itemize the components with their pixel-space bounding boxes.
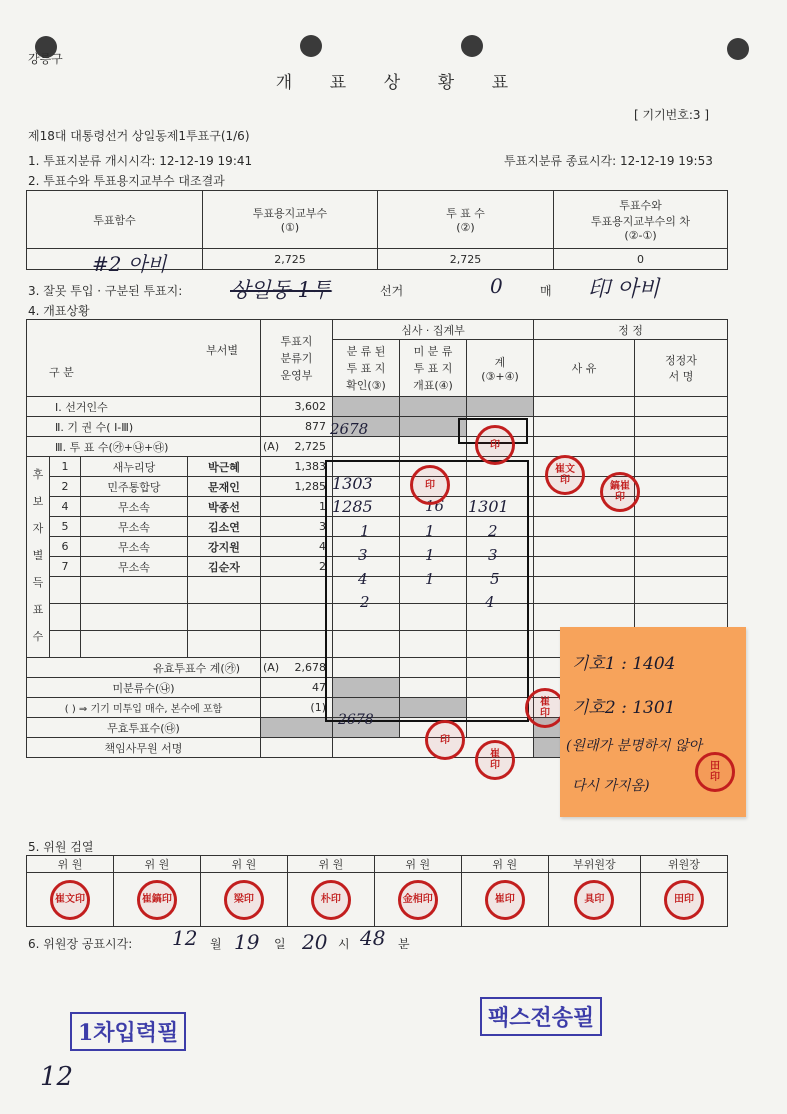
hand-c3-sum: 2 [488,522,498,540]
announce-day: 19 [234,930,260,954]
section3-count: 0 [490,274,503,298]
hand-c6-h3: 2 [360,593,370,611]
hand-c5-h4: 1 [425,570,435,588]
committee-seal: 具印 [574,880,614,920]
section3-mid: 선거 [380,284,404,298]
seal-stamp: 印 [410,465,450,505]
punch-hole [300,35,322,57]
seal-stamp: 崔 印 [525,688,565,728]
seal-stamp: 崔文 印 [545,455,585,495]
hand-c5-sum: 5 [490,570,500,588]
seal-stamp: 印 [425,720,465,760]
fax-stamp: 팩스전송필 [480,997,602,1036]
sort-end: 투표지분류 종료시각: 12-12-19 19:53 [504,154,713,168]
section3-struck: 상일동 1투 [230,278,332,302]
section6-label: 6. 위원장 공표시각: [28,937,133,951]
announce-hour: 20 [302,930,328,954]
hand-c2-h3: 1285 [332,497,373,516]
punch-hole [461,35,483,57]
committee-seal: 田印 [664,880,704,920]
first-input-stamp: 1차입력필 [70,1012,186,1051]
hand-c2-sum: 1301 [468,497,509,516]
committee-seal: 金相印 [398,880,438,920]
section3-unit: 매 [540,284,552,298]
hand-c4-sum: 3 [488,546,498,564]
punch-hole [727,38,749,60]
hand-valid-bottom: 2678 [338,712,374,728]
seal-stamp: 鎬崔 印 [600,472,640,512]
committee-seal: 崔文印 [50,880,90,920]
minute-unit: 분 [398,937,410,951]
sticky-line4: 다시 가지옴) [572,778,650,794]
sticky-line3: (원래가 분명하지 않아 [566,738,703,754]
page-title: 개 표 상 황 표 [275,73,511,93]
election-name: 제18대 대통령선거 상일동제1투표구(1/6) [28,129,250,143]
sticky-line1: 기호1 : 1404 [572,654,676,674]
committee-seal: 梁印 [224,880,264,920]
day-unit: 일 [274,937,286,951]
month-unit: 월 [210,937,222,951]
section2-label: 2. 투표수와 투표용지교부수 대조결과 [28,174,225,188]
seal-stamp: 田 印 [695,752,735,792]
hand-c6-sum: 4 [485,593,495,611]
seal-stamp: 印 [475,425,515,465]
hand-valid-top: 2678 [330,420,369,438]
inspection-table: 위 원 위 원 위 원 위 원 위 원 위 원 부위원장 위원장 崔文印 崔鎬印 梁印 朴印 金相印 崔印 具印 田印 [26,855,728,927]
section4-label: 4. 개표상황 [28,304,90,318]
committee-seal: 朴印 [311,880,351,920]
count-table: 부서별 구 분 투표지 분류기 운영부 심사 · 집계부 정 정 분 류 된 투 표 지 확인(③) 미 분 류 투 표 지 개표(④) 계 (③+④) 사 유 정정자 서 명 Ⅰ. 선거인수 3,602 Ⅱ. 기 권 수( Ⅰ-Ⅲ) 877 Ⅲ. 투 표 수(㉮+㉯+㉰) (A) 2,725 후 보 자 별 득 표 수 1 새누리당 박근혜 1,383 2 민주통합당 문재인 1,285 4 무소속 박종선 1 5 무소속 김소연 3 6 무소속 강지원 4 7 무소속 김순자 2 유효투표수 계(㉮) (A) 2,678 미분류수(㉯) 47 ( ) ⇒ 기기 미투입 매수, 본수에 포함 (1) 무효투표수(㉰) 책임사무원 서명 [26,319,728,758]
hand-c5-h3: 4 [358,570,368,588]
seal-stamp: 崔 印 [475,740,515,780]
hand-c3-h3: 1 [360,522,370,540]
hand-c4-h4: 1 [425,546,435,564]
announce-minute: 48 [360,926,386,950]
hand-c1-h3: 1303 [332,474,373,493]
sticky-line2: 기호2 : 1301 [572,698,676,718]
page-number-handwriting: 12 [40,1062,74,1092]
section3-label: 3. 잘못 투입 · 구분된 투표지: [28,284,183,298]
committee-seal: 崔鎬印 [137,880,177,920]
district-label: 강릉구 [28,52,63,66]
device-number: [ 기기번호:3 ] [634,108,710,122]
hour-unit: 시 [338,937,350,951]
hand-c4-h3: 3 [358,546,368,564]
comparison-table: 투표함수 투표용지교부수 (①) 투 표 수 (②) 투표수와 투표용지교부수의 차 (②-①) 2,725 2,725 0 [26,190,728,270]
announce-month: 12 [172,926,198,950]
hand-c3-h4: 1 [425,522,435,540]
committee-seal: 崔印 [485,880,525,920]
section3-sign: 印 아비 [588,277,660,302]
section5-label: 5. 위원 검열 [28,840,94,854]
hand-c2-h4: 16 [425,497,445,515]
sort-start: 1. 투표지분류 개시시각: 12-12-19 19:41 [28,154,253,168]
box-number-handwriting: #2 아비 [92,252,167,276]
